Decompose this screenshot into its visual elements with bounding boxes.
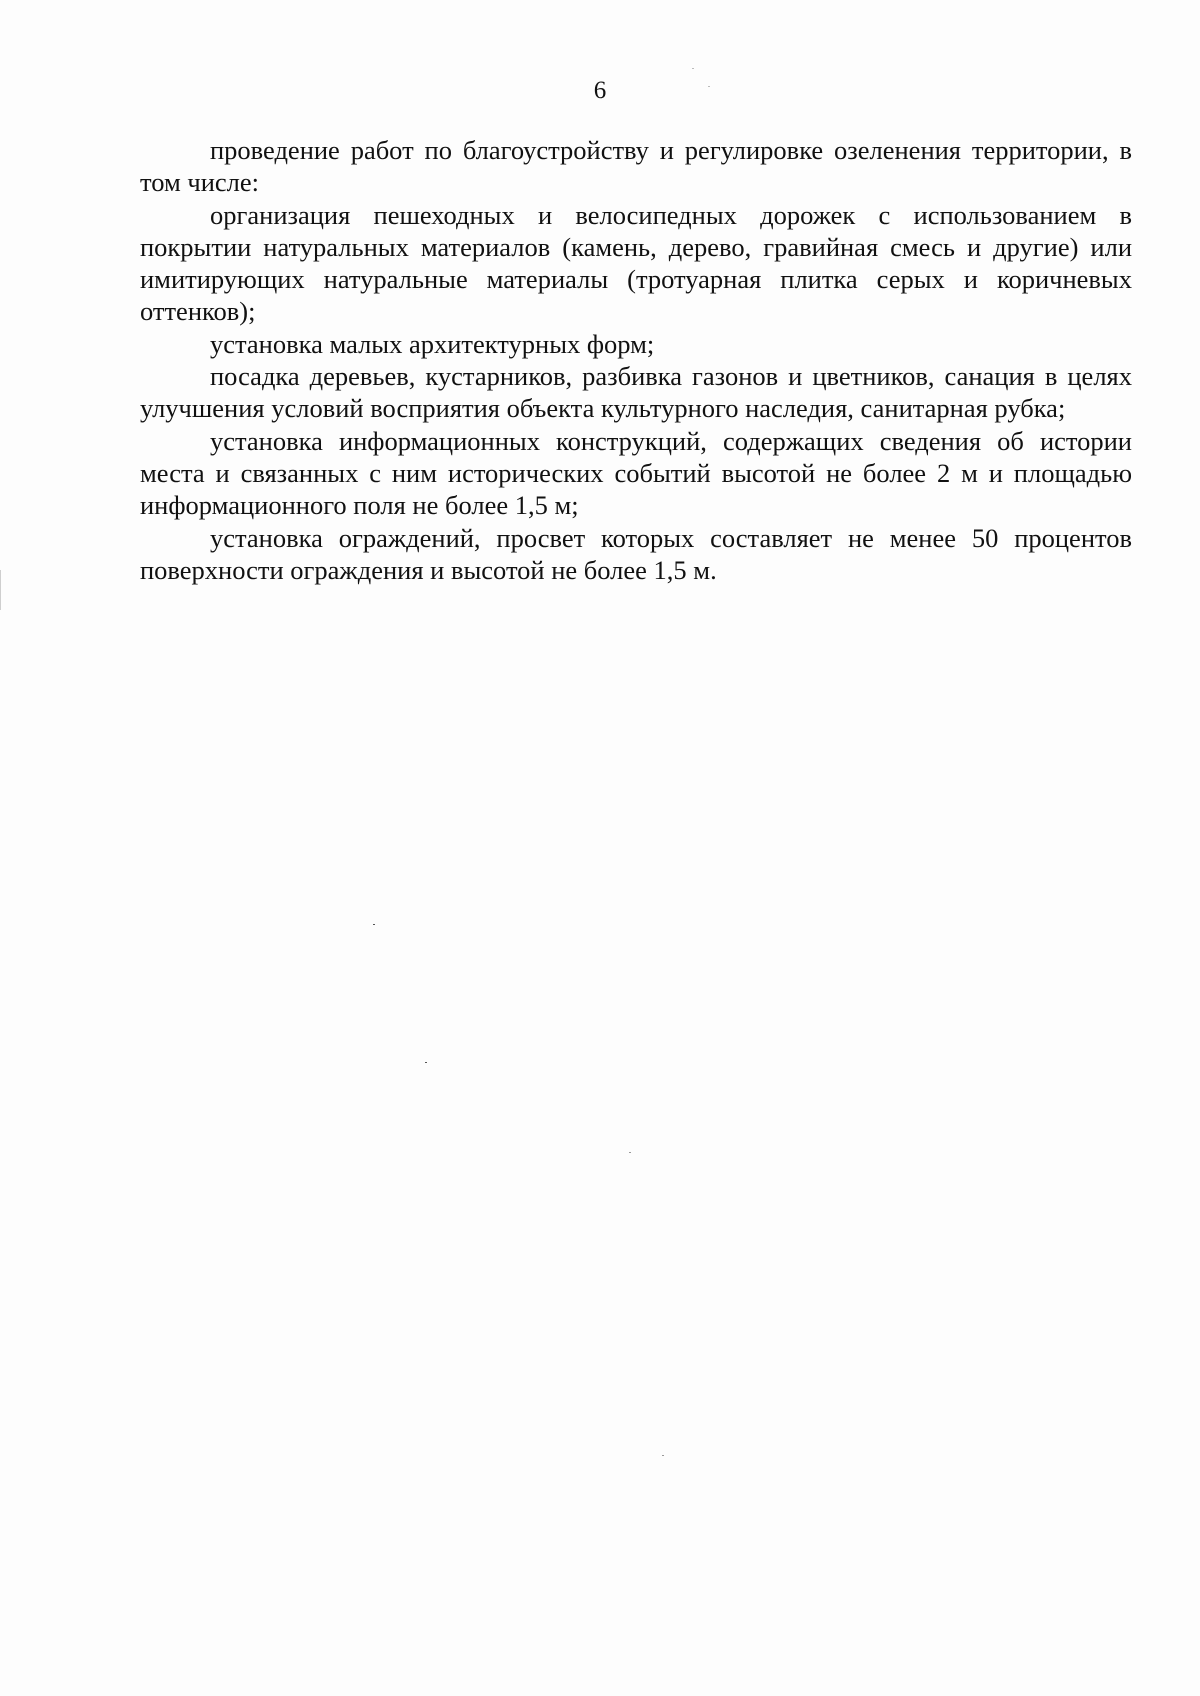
- paragraph-landscaping-works: проведение работ по благоустройству и регулировке озеленения территории, в том числе:: [140, 135, 1132, 198]
- scan-edge-mark: [0, 570, 1, 610]
- paragraph-paths: организация пешеходных и велосипедных дорожек с использованием в покрытии натуральных материалов (камень, дерево, гравийная смесь и другие) или имитирующих натуральные материалы (тротуарная плитка серых и коричневых оттенков);: [140, 199, 1132, 327]
- scan-speck: [373, 924, 375, 925]
- scan-speck: [629, 1152, 631, 1153]
- paragraph-fences: установка ограждений, просвет которых составляет не менее 50 процентов поверхности ограждения и высотой не более 1,5 м.: [140, 522, 1132, 585]
- paragraph-planting: посадка деревьев, кустарников, разбивка газонов и цветников, санация в целях улучшения условий восприятия объекта культурного наследия, санитарная рубка;: [140, 361, 1132, 424]
- paragraph-small-architectural-forms: установка малых архитектурных форм;: [210, 328, 655, 359]
- paragraph-information-structures: установка информационных конструкций, содержащих сведения об истории места и связанных с ним исторических событий высотой не более 2 м и площадью информационного поля не более 1,5 м;: [140, 425, 1132, 521]
- page-number: 6: [593, 77, 607, 104]
- scan-speck: [708, 86, 710, 87]
- scan-speck: [425, 1062, 427, 1063]
- scan-speck: [692, 68, 694, 69]
- document-body: [140, 134, 1132, 586]
- scan-speck: [662, 1455, 664, 1456]
